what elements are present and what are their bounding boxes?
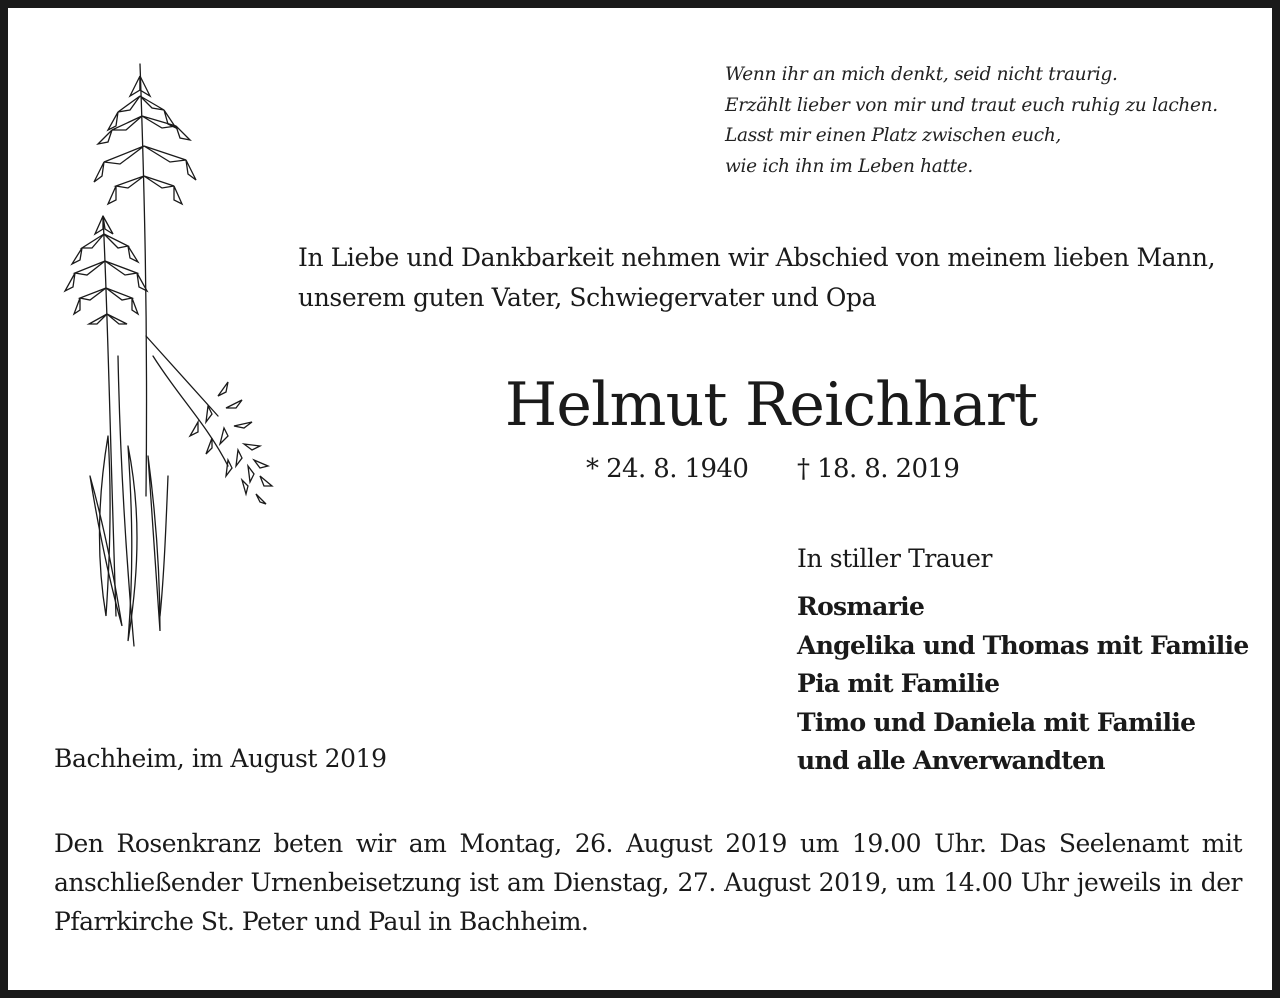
death-date: † 18. 8. 2019 [797,454,960,484]
farewell-intro [298,238,1215,318]
service-line: anschließender Urnenbeisetzung ist am Dienstag, 27. August 2019, um 14.00 Uhr jeweils in der [54,868,1242,897]
intro-line: unserem guten Vater, Schwiegervater und Opa [298,283,877,312]
mourning-label: In stiller Trauer [797,544,993,573]
poem-line: Wenn ihr an mich denkt, seid nicht traurig. [725,64,1118,85]
mourners-list [797,588,1249,781]
poem-line: wie ich ihn im Leben hatte. [725,155,973,177]
service-line: Den Rosenkranz beten wir am Montag, 26. August 2019 um 19.00 Uhr. Das Seelenamt mit [54,829,1242,858]
mourner-name: Pia mit Familie [797,669,1000,698]
mourner-name: Timo und Daniela mit Familie [797,707,1196,737]
memorial-poem [725,60,1218,182]
deceased-name: Helmut Reichhart [504,370,1038,440]
service-line: Pfarrkirche St. Peter und Paul in Bachheim. [54,907,589,936]
birth-date: * 24. 8. 1940 [586,454,749,484]
place-and-date: Bachheim, im August 2019 [54,744,387,773]
intro-line: In Liebe und Dankbarkeit nehmen wir Abschied von meinem lieben Mann, [298,243,1216,272]
poem-line: Erzählt lieber von mir und traut euch ruhig zu lachen. [725,94,1218,116]
mourner-name: Rosmarie [797,592,925,621]
mourner-name: Angelika und Thomas mit Familie [797,630,1249,660]
service-info [54,824,1242,941]
grass-illustration-icon [48,56,278,651]
poem-line: Lasst mir einen Platz zwischen euch, [725,125,1062,146]
mourner-name: und alle Anverwandten [797,746,1105,775]
